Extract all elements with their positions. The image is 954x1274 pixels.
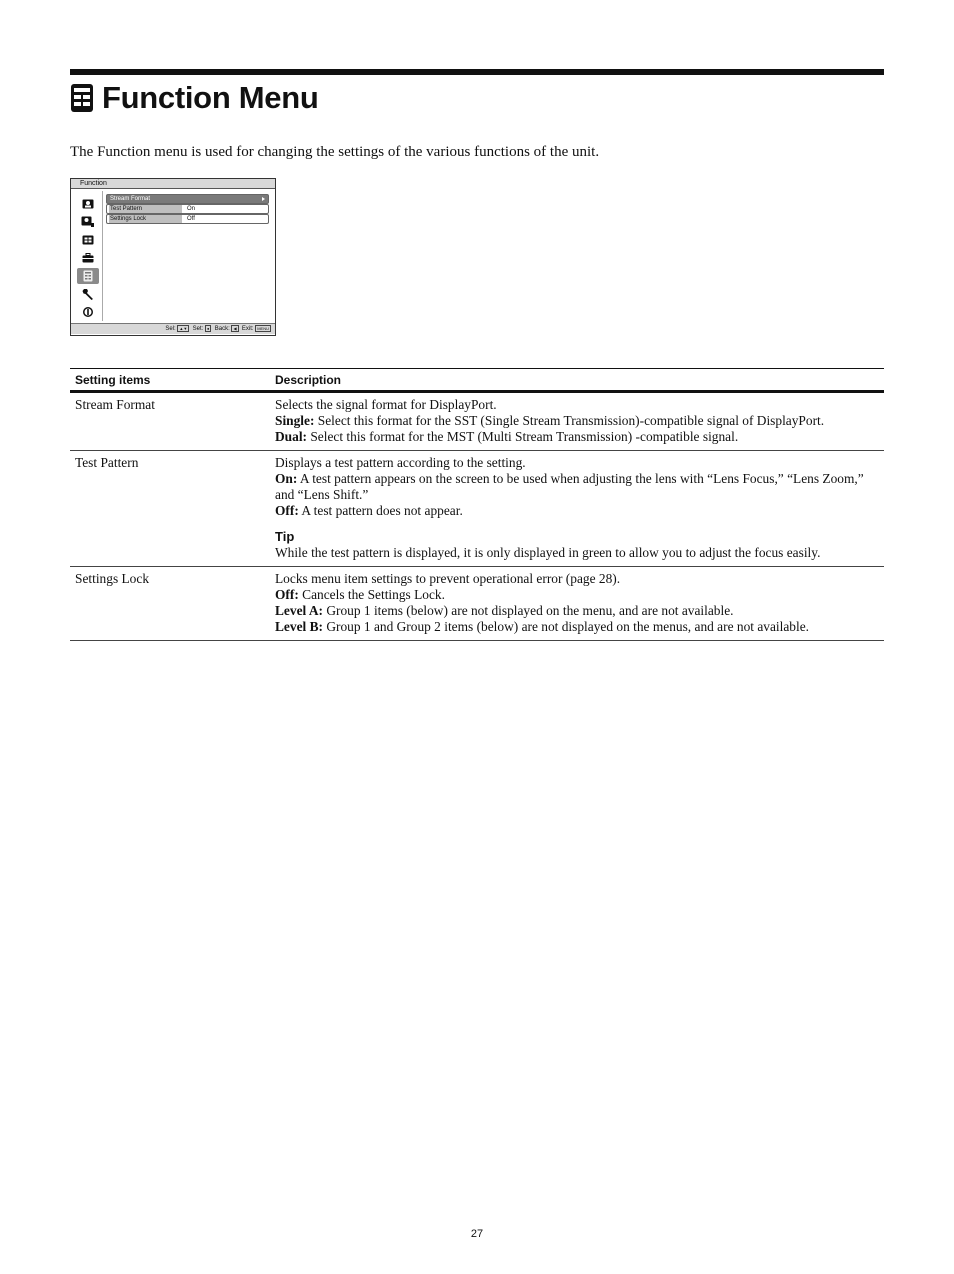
osd-row-label: Test Pattern (109, 205, 182, 213)
option-text: Select this format for the MST (Multi Stream Transmission) -compatible signal. (307, 429, 739, 444)
option-text: Group 1 items (below) are not displayed on the menu, and are not available. (322, 603, 734, 618)
information-icon[interactable] (77, 304, 99, 320)
desc-line: Locks menu item settings to prevent operational error (page 28). (275, 571, 621, 586)
desc-line (275, 503, 884, 519)
footer-set-label: Set: (192, 326, 204, 332)
top-rule (70, 69, 884, 75)
setup-icon[interactable] (77, 250, 99, 266)
desc-line (275, 603, 884, 619)
up-down-key-icon: ▲▼ (179, 325, 188, 331)
osd-row-value: On (187, 206, 196, 212)
option-text: Select this format for the SST (Single Stream Transmission)-compatible signal of DisplayPort. (314, 413, 825, 428)
osd-row-value: Off (187, 216, 195, 222)
option-label: On: (275, 471, 298, 486)
footer-sel-label: Sel: (165, 326, 176, 332)
desc-line (275, 619, 884, 635)
row-name: Test Pattern (75, 455, 139, 470)
picture-icon[interactable] (77, 196, 99, 212)
enter-key-icon: ● (207, 325, 210, 331)
desc-line (275, 471, 884, 503)
option-text: A test pattern appears on the screen to be used when adjusting the lens with “Lens Focus,” “Lens Zoom,” and “Lens Shift.” (275, 471, 864, 502)
osd-row-label: Stream Format (110, 196, 151, 202)
table-row (70, 451, 884, 566)
header-description: Description (275, 372, 342, 387)
osd-row-label: Settings Lock (109, 215, 182, 223)
function-icon[interactable] (77, 268, 99, 284)
osd-footer (71, 323, 275, 334)
desc-line (275, 413, 884, 429)
row-description (275, 397, 884, 445)
row-name: Settings Lock (75, 571, 150, 586)
osd-row-stream-format[interactable] (106, 194, 269, 204)
option-text: Group 1 and Group 2 items (below) are not displayed on the menus, and are not available. (322, 619, 810, 634)
intro-paragraph: The Function menu is used for changing the settings of the various functions of the unit. (70, 144, 600, 160)
left-key-icon: ◀ (233, 325, 237, 331)
desc-line (275, 429, 884, 445)
row-description (275, 571, 884, 635)
function-menu-icon (70, 83, 94, 113)
desc-line (275, 587, 884, 603)
row-description (275, 455, 884, 561)
row-name: Stream Format (75, 397, 155, 412)
desc-line: Selects the signal format for DisplayPort. (275, 397, 497, 412)
option-label: Dual: (275, 429, 307, 444)
installation-icon[interactable] (77, 286, 99, 302)
header-setting-items: Setting items (75, 372, 151, 387)
osd-sidebar (73, 191, 103, 321)
osd-row-settings-lock[interactable] (106, 214, 269, 224)
tip-text: While the test pattern is displayed, it is only displayed in green to allow you to adjust the focus easily. (275, 545, 821, 560)
page-number: 27 (470, 1228, 484, 1240)
option-text: Cancels the Settings Lock. (298, 587, 445, 602)
option-label: Level A: (275, 603, 323, 618)
screen-icon[interactable] (77, 232, 99, 248)
option-text: A test pattern does not appear. (298, 503, 463, 518)
menu-key-icon: MENU (257, 325, 269, 331)
title-text: Function Menu (102, 80, 319, 115)
table-row (70, 567, 884, 640)
page-title (70, 80, 319, 116)
option-label: Off: (275, 587, 299, 602)
settings-table (70, 368, 884, 641)
chevron-right-icon (262, 197, 265, 201)
footer-back-label: Back: (214, 326, 230, 332)
osd-header: Function (71, 179, 275, 189)
picture-adjust-icon[interactable] (77, 214, 99, 230)
footer-exit-label: Exit: (241, 326, 254, 332)
table-row (70, 393, 884, 450)
osd-row-test-pattern[interactable] (106, 204, 269, 214)
row-divider (70, 640, 884, 641)
option-label: Off: (275, 503, 299, 518)
function-menu-screenshot (70, 178, 276, 336)
option-label: Level B: (275, 619, 323, 634)
desc-line: Displays a test pattern according to the setting. (275, 455, 526, 470)
option-label: Single: (275, 413, 315, 428)
tip-heading: Tip (275, 529, 295, 544)
table-header (70, 369, 884, 390)
